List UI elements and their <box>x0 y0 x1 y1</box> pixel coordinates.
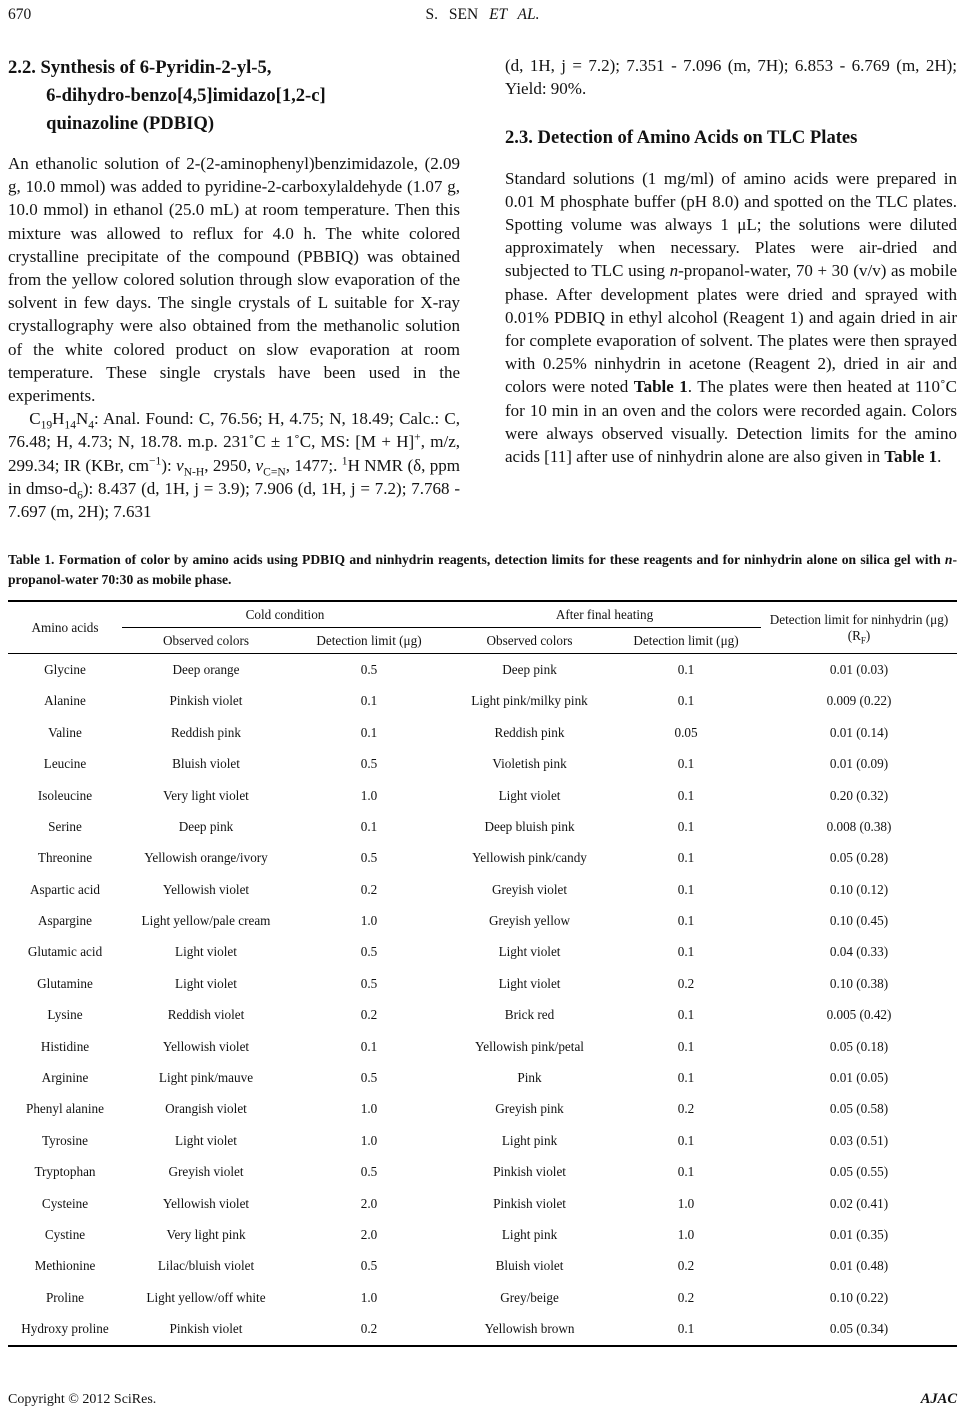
amino-acid-name: Threonine <box>37 850 93 866</box>
heated-observed-color: Deep bluish pink <box>484 818 575 834</box>
amino-acid-name: Aspargine <box>38 913 92 929</box>
heated-detection-limit: 0.1 <box>677 913 695 929</box>
table-row <box>8 1031 957 1062</box>
amino-acid-name: Methionine <box>34 1258 96 1274</box>
ninhydrin-detection-limit: 0.005 (0.42) <box>826 1007 892 1023</box>
amino-acid-name: Proline <box>45 1289 85 1305</box>
table-row <box>8 1282 957 1313</box>
heated-detection-limit: 0.1 <box>677 1007 695 1023</box>
heated-detection-limit: 1.0 <box>677 1195 695 1211</box>
ninhydrin-detection-limit: 0.008 (0.38) <box>826 818 892 834</box>
amino-acid-name: Arginine <box>41 1070 89 1086</box>
page-number: 670 <box>8 6 32 23</box>
heated-detection-limit: 1.0 <box>677 1226 695 1242</box>
ninhydrin-detection-limit: 0.05 (0.28) <box>829 850 889 866</box>
heated-detection-limit: 0.1 <box>677 1321 695 1337</box>
left-column <box>8 54 460 523</box>
section-2-3-heading: 2.3. Detection of Amino Acids on TLC Plates <box>505 127 858 149</box>
amino-acid-name: Tyrosine <box>42 1132 88 1148</box>
amino-acid-name: Histidine <box>40 1038 90 1054</box>
heated-observed-color: Light violet <box>498 975 561 991</box>
heated-detection-limit: 0.1 <box>677 1070 695 1086</box>
table-row <box>8 1125 957 1156</box>
ninhydrin-detection-limit: 0.05 (0.34) <box>829 1321 889 1337</box>
cold-observed-color: Yellowish violet <box>162 1038 250 1054</box>
ninhydrin-detection-limit: 0.01 (0.09) <box>829 756 889 772</box>
cold-observed-color: Light violet <box>175 1132 237 1148</box>
ninhydrin-detection-limit: 0.05 (0.18) <box>829 1038 889 1054</box>
table-row <box>8 717 957 748</box>
amino-acid-name: Phenyl alanine <box>25 1101 104 1117</box>
header-after-final-heating: After final heating <box>448 601 761 628</box>
header-cold-observed-colors: Observed colors <box>122 628 290 654</box>
table-row <box>8 874 957 905</box>
header-heated-observed-colors: Observed colors <box>448 628 611 654</box>
cold-observed-color: Yellowish orange/ivory <box>144 850 268 866</box>
cold-detection-limit: 0.5 <box>360 756 378 772</box>
cold-observed-color: Bluish violet <box>172 756 240 772</box>
paragraph-tlc: Standard solutions (1 mg/ml) of amino acids were prepared in 0.01 M phosphate buffer (pH 8.0) and spotted on the TLC plates. Spotting volume was always 1 μL; the solutions were diluted approximately when necessary. Plates were air-dried and subjected to TLC using n-propanol-water, 70 + 30 (v/v) as mobile phase. After development plates were dried and sprayed with 0.01% PDBIQ in ethyl alcohol (Reagent 1) and again dried in air for complete evaporation of solvent. The plates were then sprayed with 0.25% ninhydrin in acetone (Reagent 2), dried in air and colors were noted Table 1. The plates were then heated at 110˚C for 10 min in an oven and the colors were recorded again. Colors were always observed visually. Detection limits for the amino acids [11] after use of ninhydrin alone are also given in Table 1. <box>505 168 957 467</box>
heated-detection-limit: 0.1 <box>677 1132 695 1148</box>
journal-abbreviation: AJAC <box>920 1390 957 1407</box>
ninhydrin-detection-limit: 0.10 (0.22) <box>829 1289 889 1305</box>
cold-detection-limit: 0.5 <box>360 975 378 991</box>
cold-observed-color: Pinkish violet <box>169 693 243 709</box>
page-footer <box>8 1391 957 1408</box>
amino-acid-table <box>8 600 957 1347</box>
header-amino-acids: Amino acids <box>8 601 122 654</box>
heated-observed-color: Yellowish pink/petal <box>475 1038 584 1054</box>
table-row <box>8 811 957 842</box>
section-2-2-heading <box>8 54 460 138</box>
cold-detection-limit: 2.0 <box>360 1226 378 1242</box>
heading-line-3: quinazoline (PDBIQ) <box>46 113 215 134</box>
heated-observed-color: Light pink <box>501 1132 558 1148</box>
heated-observed-color: Greyish pink <box>495 1101 564 1117</box>
table-row <box>8 843 957 874</box>
ninhydrin-detection-limit: 0.01 (0.14) <box>829 724 889 740</box>
cold-detection-limit: 0.5 <box>360 1164 378 1180</box>
heated-detection-limit: 0.1 <box>677 850 695 866</box>
table-row <box>8 1251 957 1282</box>
amino-acid-name: Lysine <box>47 1007 83 1023</box>
heated-detection-limit: 0.2 <box>677 1258 695 1274</box>
heated-detection-limit: 0.1 <box>677 661 695 677</box>
cold-detection-limit: 0.5 <box>360 661 378 677</box>
heated-observed-color: Pinkish violet <box>493 1164 566 1180</box>
ninhydrin-detection-limit: 0.20 (0.32) <box>829 787 889 803</box>
heated-observed-color: Yellowish pink/candy <box>472 850 587 866</box>
cold-observed-color: Pinkish violet <box>169 1321 243 1337</box>
cold-detection-limit: 1.0 <box>360 787 378 803</box>
heated-observed-color: Grey/beige <box>500 1289 559 1305</box>
heading-line-2: 6-dihydro-benzo[4,5]imidazo[1,2-c] <box>46 85 326 106</box>
table-row <box>8 1000 957 1031</box>
heated-observed-color: Pink <box>517 1070 542 1086</box>
ninhydrin-detection-limit: 0.10 (0.38) <box>829 975 889 991</box>
cold-detection-limit: 0.1 <box>360 693 378 709</box>
heated-detection-limit: 0.05 <box>674 724 698 740</box>
cold-detection-limit: 0.2 <box>360 881 378 897</box>
ninhydrin-detection-limit: 0.01 (0.35) <box>829 1226 889 1242</box>
copyright-text: Copyright © 2012 SciRes. <box>8 1391 157 1407</box>
header-cold-detection-limit: Detection limit (μg) <box>290 628 448 654</box>
heated-observed-color: Bluish violet <box>495 1258 564 1274</box>
amino-acid-name: Cystine <box>44 1226 86 1242</box>
paragraph-analysis: $C_{19}H_{14}N_4$: Anal. Found: C, 76.56; H, 4.75; N, 18.49; Calc.: C, 76.48; H, 4.73; N, 18.78. m.p. 231˚C ± 1˚C, MS: [M + H]+, m/z, 299.34; IR (KBr, $cm^{-1}$): $\nu_{N-H}$, 2950, $\nu_{C=N}$, 1477;. $^1$H NMR (δ, ppm in dmso-$d_6$): 8.437 (d, 1H, j = 3.9); 7.906 (d, 1H, j = 7.2); 7.768 - 7.697 (m, 2H); 7.631 <box>8 409 461 522</box>
running-title: S. SEN ET AL. <box>425 6 540 23</box>
two-column-body <box>8 54 957 523</box>
cold-observed-color: Light violet <box>175 944 237 960</box>
cold-observed-color: Reddish violet <box>167 1007 245 1023</box>
cold-observed-color: Orangish violet <box>165 1101 247 1117</box>
heated-detection-limit: 0.1 <box>677 756 695 772</box>
heated-detection-limit: 0.1 <box>677 881 695 897</box>
table-row <box>8 654 957 686</box>
ninhydrin-detection-limit: 0.04 (0.33) <box>829 944 889 960</box>
cold-detection-limit: 1.0 <box>360 1289 378 1305</box>
amino-acid-name: Serine <box>48 818 82 834</box>
heated-observed-color: Greyish yellow <box>489 913 570 929</box>
cold-detection-limit: 0.1 <box>360 724 378 740</box>
cold-detection-limit: 0.2 <box>360 1321 378 1337</box>
cold-observed-color: Light pink/mauve <box>158 1070 254 1086</box>
cold-observed-color: Very light violet <box>163 787 249 803</box>
header-ninhydrin-detection-limit: Detection limit for ninhydrin (μg) $(R_F)$ <box>761 601 957 654</box>
table-caption: Table 1. Formation of color by amino acids using PDBIQ and ninhydrin reagents, detection limits for these reagents and for ninhydrin alone on silica gel with n-propanol-water 70:30 as mobile phase. <box>8 552 957 587</box>
table-row <box>8 686 957 717</box>
table-row <box>8 1313 957 1345</box>
right-column <box>505 54 957 523</box>
cold-observed-color: Yellowish violet <box>162 1195 250 1211</box>
ninhydrin-detection-limit: 0.05 (0.55) <box>829 1164 889 1180</box>
heated-observed-color: Greyish violet <box>491 881 568 897</box>
cold-observed-color: Light violet <box>175 975 237 991</box>
table-row <box>8 1094 957 1125</box>
ninhydrin-detection-limit: 0.01 (0.03) <box>829 661 889 677</box>
heated-detection-limit: 0.1 <box>677 693 695 709</box>
cold-detection-limit: 1.0 <box>360 1132 378 1148</box>
table-row <box>8 748 957 779</box>
heated-observed-color: Yellowish brown <box>484 1321 575 1337</box>
amino-acid-name: Alanine <box>44 693 86 709</box>
cold-detection-limit: 0.1 <box>360 818 378 834</box>
amino-acid-name: Aspartic acid <box>30 881 100 897</box>
table-row <box>8 1157 957 1188</box>
heated-detection-limit: 0.1 <box>677 1038 695 1054</box>
amino-acid-name: Valine <box>48 724 82 740</box>
cold-detection-limit: 0.5 <box>360 944 378 960</box>
table-row <box>8 1188 957 1219</box>
table-row <box>8 937 957 968</box>
ninhydrin-detection-limit: 0.10 (0.12) <box>829 881 889 897</box>
heading-line-1: 2.2. Synthesis of 6-Pyridin-2-yl-5, <box>8 57 272 78</box>
amino-acid-name: Tryptophan <box>34 1164 96 1180</box>
heated-observed-color: Light violet <box>498 944 561 960</box>
cold-observed-color: Greyish violet <box>168 1164 244 1180</box>
amino-acid-table-body <box>8 654 957 1346</box>
table-row <box>8 1062 957 1093</box>
heated-observed-color: Light pink/milky pink <box>471 693 588 709</box>
cold-observed-color: Lilac/bluish violet <box>157 1258 255 1274</box>
table-row <box>8 1219 957 1250</box>
table-row <box>8 780 957 811</box>
cold-observed-color: Light yellow/off white <box>146 1289 266 1305</box>
cold-observed-color: Deep pink <box>178 818 234 834</box>
cold-detection-limit: 0.1 <box>360 1038 378 1054</box>
paragraph-nmr-continuation: (d, 1H, j = 7.2); 7.351 - 7.096 (m, 7H); 6.853 - 6.769 (m, 2H); Yield: 90%. <box>505 56 957 99</box>
heated-detection-limit: 0.1 <box>677 787 695 803</box>
table-row <box>8 968 957 999</box>
ninhydrin-detection-limit: 0.01 (0.48) <box>829 1258 889 1274</box>
heated-observed-color: Deep pink <box>502 661 557 677</box>
heated-detection-limit: 0.1 <box>677 818 695 834</box>
cold-detection-limit: 0.5 <box>360 1070 378 1086</box>
heated-observed-color: Light violet <box>498 787 561 803</box>
cold-observed-color: Very light pink <box>166 1226 246 1242</box>
heated-detection-limit: 0.1 <box>677 944 695 960</box>
amino-acid-name: Leucine <box>43 756 87 772</box>
amino-acid-name: Hydroxy proline <box>21 1321 109 1337</box>
cold-observed-color: Yellowish violet <box>162 881 250 897</box>
ninhydrin-detection-limit: 0.10 (0.45) <box>829 913 889 929</box>
amino-acid-name: Glycine <box>44 661 86 677</box>
heated-observed-color: Light pink <box>501 1226 558 1242</box>
ninhydrin-detection-limit: 0.02 (0.41) <box>829 1195 889 1211</box>
amino-acid-name: Cysteine <box>41 1195 89 1211</box>
header-cold-condition: Cold condition <box>122 601 448 628</box>
ninhydrin-detection-limit: 0.009 (0.22) <box>826 693 892 709</box>
table-header <box>8 601 957 654</box>
heated-observed-color: Pinkish violet <box>493 1195 566 1211</box>
heated-observed-color: Brick red <box>504 1007 555 1023</box>
heated-detection-limit: 0.2 <box>677 975 695 991</box>
ninhydrin-detection-limit: 0.05 (0.58) <box>829 1101 889 1117</box>
header-heated-detection-limit: Detection limit (μg) <box>611 628 761 654</box>
ninhydrin-detection-limit: 0.03 (0.51) <box>829 1132 889 1148</box>
cold-observed-color: Light yellow/pale cream <box>141 913 271 929</box>
cold-observed-color: Reddish pink <box>171 724 241 740</box>
amino-acid-name: Glutamic acid <box>27 944 103 960</box>
heated-observed-color: Reddish pink <box>494 724 565 740</box>
cold-observed-color: Deep orange <box>172 661 240 677</box>
heated-detection-limit: 0.2 <box>677 1101 695 1117</box>
ninhydrin-detection-limit: 0.01 (0.05) <box>829 1070 889 1086</box>
cold-detection-limit: 0.5 <box>360 1258 378 1274</box>
running-header <box>8 6 957 28</box>
cold-detection-limit: 1.0 <box>360 913 378 929</box>
paragraph-synthesis: An ethanolic solution of 2-(2-aminophenyl)benzimidazole, (2.09 g, 10.0 mmol) was added to pyridine-2-carboxylaldehyde (1.07 g, 10.0 mmol) in ethanol (25.0 mL) at room temperature. Then this mixture was allowed to reflux for 4.0 h. The white colored crystalline precipitate of the compound (PBBIQ) was obtained from the yellow colored solution through slow evaporation of the solvent in few days. The single crystals of L suitable for X-ray crystallography were also obtained from the methanolic solution of the white colored product on slow evaporation at room temperature. These single crystals have been used in the experiments. <box>8 154 460 406</box>
amino-acid-name: Glutamine <box>37 975 93 991</box>
cold-detection-limit: 1.0 <box>360 1101 378 1117</box>
heated-detection-limit: 0.2 <box>677 1289 695 1305</box>
table-row <box>8 905 957 936</box>
cold-detection-limit: 2.0 <box>360 1195 378 1211</box>
cold-detection-limit: 0.2 <box>360 1007 378 1023</box>
heated-detection-limit: 0.1 <box>677 1164 695 1180</box>
heated-observed-color: Violetish pink <box>492 756 567 772</box>
cold-detection-limit: 0.5 <box>360 850 378 866</box>
table-header-group-row <box>8 601 957 628</box>
amino-acid-name: Isoleucine <box>37 787 93 803</box>
